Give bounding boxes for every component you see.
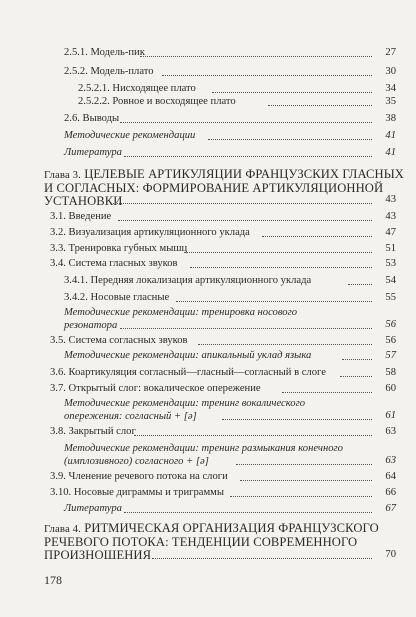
- toc-entry-title: 3.4.1. Передняя локализация артикуляционного уклада: [64, 275, 312, 286]
- page-number: 178: [44, 573, 62, 587]
- toc-entry-line: Методические рекомендации: тренинг размыкания конечного: [64, 443, 343, 454]
- toc-page-number: 63: [385, 426, 396, 437]
- toc-page-number: 53: [385, 258, 396, 269]
- chapter-title-line: ЦЕЛЕВЫЕ АРТИКУЛЯЦИИ ФРАНЦУЗСКИХ ГЛАСНЫХ: [84, 167, 404, 181]
- toc-page-number: 63: [385, 455, 396, 466]
- toc-page-number: 61: [385, 410, 396, 421]
- toc-leader-dots: [120, 319, 372, 329]
- toc-entry-title: 3.9. Членение речевого потока на слоги: [50, 471, 228, 482]
- toc-page-number: 47: [385, 227, 396, 238]
- toc-leader-dots: [152, 549, 372, 559]
- toc-leader-dots: [120, 113, 372, 123]
- toc-entry-title: 3.1. Введение: [50, 211, 112, 222]
- toc-entry-title: 2.5.1. Модель-пик: [64, 47, 145, 58]
- chapter-title-line: УСТАНОВКИ: [44, 194, 123, 208]
- toc-entry-title: 3.6. Коартикуляция согласный—гласный—согласный в слоге: [50, 367, 326, 378]
- toc-entry-title: 3.10. Носовые диграммы и триграммы: [50, 487, 225, 498]
- toc-page-number: 64: [385, 471, 396, 482]
- toc-leader-dots: [282, 383, 372, 393]
- toc-leader-dots: [124, 503, 372, 513]
- toc-leader-dots: [208, 130, 372, 140]
- chapter-title-line: РЕЧЕВОГО ПОТОКА: ТЕНДЕНЦИИ СОВРЕМЕННОГО: [44, 535, 358, 549]
- toc-leader-dots: [342, 350, 372, 360]
- toc-leader-dots: [110, 194, 372, 204]
- toc-entry-title: Литература: [64, 503, 122, 514]
- toc-leader-dots: [190, 258, 372, 268]
- toc-page-number: 70: [385, 549, 396, 560]
- toc-leader-dots: [348, 275, 372, 285]
- toc-page-number: 38: [385, 113, 396, 124]
- toc-page-number: 43: [385, 211, 396, 222]
- toc-leader-dots: [236, 455, 372, 465]
- chapter-title-line: И СОГЛАСНЫХ: ФОРМИРОВАНИЕ АРТИКУЛЯЦИОННОЙ: [44, 181, 384, 195]
- toc-entry-title: 2.5.2.2. Ровное и восходящее плато: [78, 96, 236, 107]
- toc-entry-title: 3.5. Система согласных звуков: [50, 335, 188, 346]
- toc-entry-title: 3.4. Система гласных звуков: [50, 258, 178, 269]
- toc-page-number: 51: [385, 243, 396, 254]
- toc-leader-dots: [124, 147, 372, 157]
- toc-leader-dots: [184, 243, 372, 253]
- toc-entry-title: 2.5.2.1. Нисходящее плато: [78, 83, 196, 94]
- toc-leader-dots: [230, 487, 372, 497]
- toc-leader-dots: [240, 471, 372, 481]
- chapter-label: Глава 4.: [44, 523, 81, 535]
- toc-page-number: 57: [385, 350, 396, 361]
- toc-leader-dots: [140, 47, 372, 57]
- toc-entry-line: Методические рекомендации: тренинг вокалического: [64, 398, 306, 409]
- toc-page-number: 54: [385, 275, 396, 286]
- toc-page-number: 58: [385, 367, 396, 378]
- toc-page-number: 35: [385, 96, 396, 107]
- toc-leader-dots: [162, 66, 372, 76]
- toc-page-number: 66: [385, 487, 396, 498]
- toc-page-number: 41: [385, 147, 396, 158]
- toc-leader-dots: [262, 227, 372, 237]
- toc-page-number: 43: [385, 194, 396, 205]
- toc-entry-title: 2.6. Выводы: [64, 113, 120, 124]
- toc-entry-title: 3.2. Визуализация артикуляционного уклада: [50, 227, 250, 238]
- toc-leader-dots: [268, 96, 372, 106]
- toc-entry-line: резонатора: [64, 320, 118, 331]
- toc-entry-line: опережения: согласный + [ə]: [64, 411, 197, 422]
- toc-leader-dots: [222, 410, 372, 420]
- toc-page-number: 56: [385, 335, 396, 346]
- toc-page-number: 67: [385, 503, 396, 514]
- toc-entry-title: 3.7. Открытый слог: вокалическое опережение: [50, 383, 261, 394]
- toc-leader-dots: [134, 426, 372, 436]
- toc-entry-title: 3.4.2. Носовые гласные: [64, 292, 170, 303]
- toc-entry-line: Методические рекомендации: тренировка носового: [64, 307, 298, 318]
- toc-entry-title: 3.8. Закрытый слог: [50, 426, 136, 437]
- toc-entry-title: Методические рекомендации: [64, 130, 196, 141]
- toc-entry-title: Литература: [64, 147, 122, 158]
- chapter-label: Глава 3.: [44, 169, 81, 181]
- toc-entry-title: Методические рекомендации: апикальный уклад языка: [64, 350, 312, 361]
- toc-entry-title: 3.3. Тренировка губных мышц: [50, 243, 188, 254]
- toc-page-number: 41: [385, 130, 396, 141]
- toc-leader-dots: [340, 367, 372, 377]
- toc-leader-dots: [212, 83, 372, 93]
- toc-page-number: 27: [385, 47, 396, 58]
- toc-leader-dots: [118, 211, 372, 221]
- toc-leader-dots: [198, 335, 372, 345]
- toc-entry-line: (имплозивного) согласного + [ə]: [64, 456, 209, 467]
- toc-entry-title: 2.5.2. Модель-плато: [64, 66, 154, 77]
- chapter-title-line: РИТМИЧЕСКАЯ ОРГАНИЗАЦИЯ ФРАНЦУЗСКОГО: [84, 521, 379, 535]
- toc-leader-dots: [176, 292, 372, 302]
- toc-page-number: 60: [385, 383, 396, 394]
- toc-page-number: 56: [385, 319, 396, 330]
- toc-page-number: 30: [385, 66, 396, 77]
- toc-page-number: 55: [385, 292, 396, 303]
- chapter-title-line: ПРОИЗНОШЕНИЯ: [44, 548, 152, 562]
- toc-page-number: 34: [385, 83, 396, 94]
